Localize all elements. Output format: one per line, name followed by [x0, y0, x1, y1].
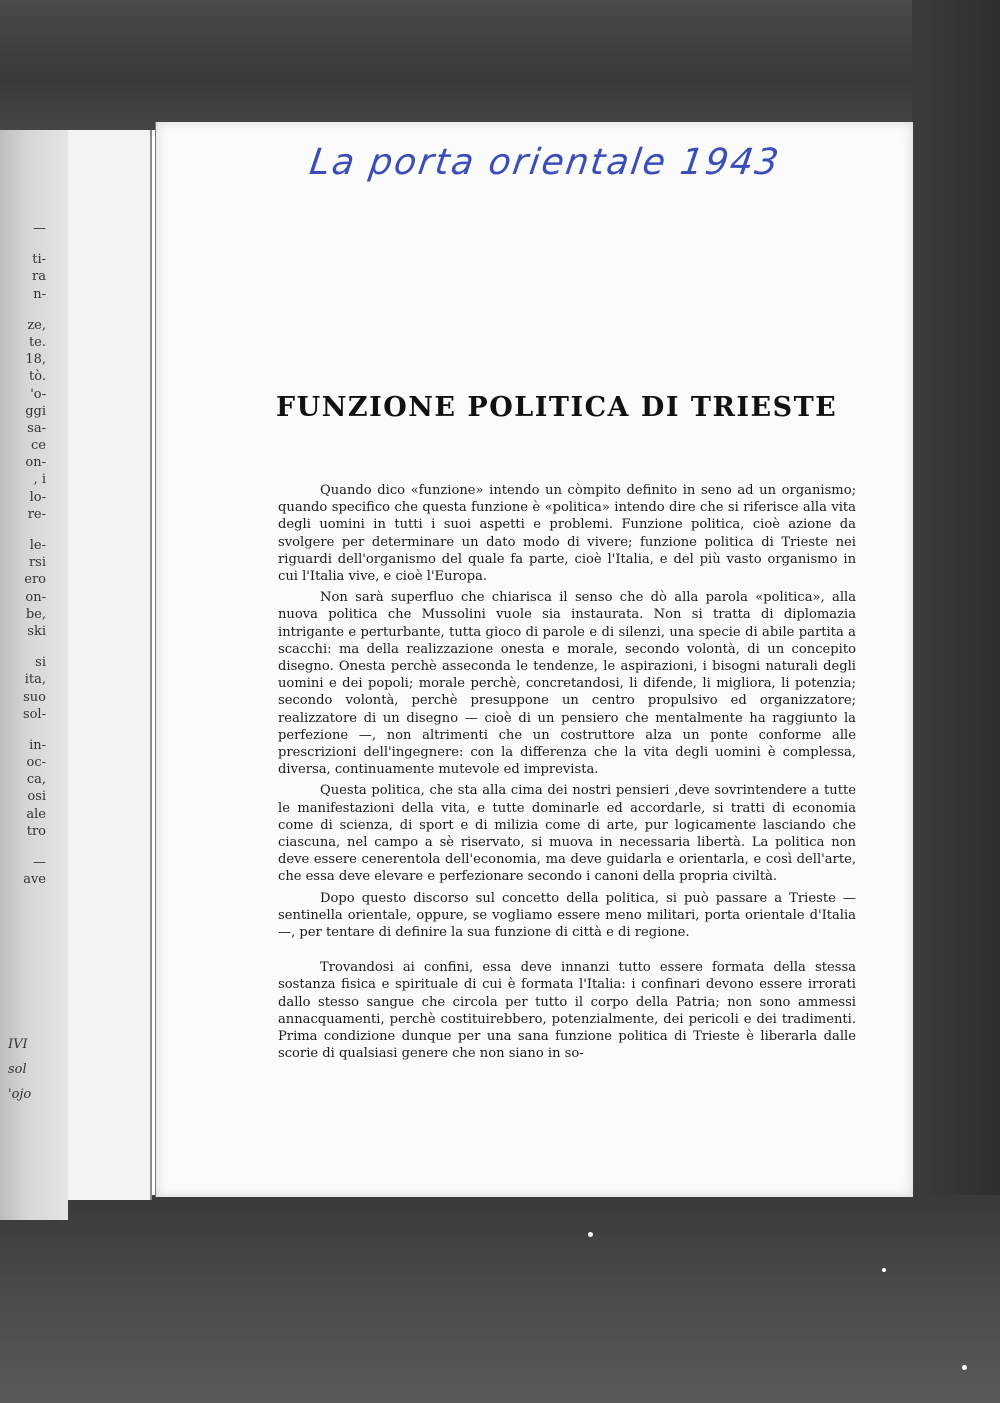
- previous-page-fragment: , i: [33, 472, 46, 488]
- previous-page-fragment: ze,: [27, 317, 46, 333]
- previous-page-fragment: —: [33, 855, 46, 870]
- previous-page-fragment: n-: [33, 286, 46, 302]
- previous-page-fragment: te.: [28, 334, 46, 350]
- previous-page-fragment: si: [35, 655, 46, 671]
- fragment-gap: [0, 723, 46, 737]
- previous-page-fragment: —: [33, 221, 46, 236]
- previous-page-fragment: ero: [24, 572, 46, 588]
- previous-page-fragment: rsi: [28, 555, 46, 571]
- previous-page-fragment: lo-: [29, 489, 46, 505]
- previous-page-fragment: suo: [23, 689, 46, 705]
- previous-page-fragment: on-: [25, 455, 46, 471]
- previous-page-fragment: be,: [25, 606, 46, 622]
- scan-speck: [588, 1232, 593, 1237]
- previous-page-fragment: osi: [27, 789, 46, 805]
- previous-page-fragment: ti-: [32, 252, 46, 268]
- previous-page-fragment: ce: [31, 438, 46, 454]
- paragraph-3: Questa politica, che sta alla cima dei nostri pensieri ,deve sovrintendere a tutte le manifestazioni della vita, e tutte dominarle ed accordarle, si tratti di economia come di scienza, di sport e di milizia come di arte, pur logicamente lasciando che ciascuna, nel campo a sè riservato, si muova in necessaria libertà. La politica non deve essere cenerentola dell'economia, ma deve guidarla e orientarla, e così dell'arte, che essa deve elevare e perfezionare secondo i canoni della propria civiltà.: [278, 783, 856, 885]
- paragraph-4: Dopo questo discorso sul concetto della politica, si può passare a Trieste — sentinella orientale, oppure, se vogliamo essere meno militari, porta orientale d'Italia —, per tentare di definire la sua funzione di città e di regione.: [278, 890, 856, 941]
- scan-background-right: [912, 0, 1000, 1403]
- previous-page-footer-line: 'ojo: [8, 1087, 32, 1102]
- previous-page-fragment: tro: [26, 823, 46, 839]
- previous-page-fragment: 18,: [25, 352, 46, 368]
- previous-page-fragment: sol-: [22, 706, 46, 722]
- previous-page-fragment: ggi: [25, 403, 46, 419]
- previous-page-fragment: ca,: [26, 772, 46, 788]
- previous-page-text-column: [0, 220, 46, 888]
- paragraph-2: Non sarà superfluo che chiarisca il senso che dò alla parola «politica», alla nuova politica che Mussolini vuole sia instaurata. Non si tratta di diplomazia intrigante e perturbante, tutta gioco di parole e di silenzi, una specie di abile partita a scacchi: ma della realizzazione onesta e morale, secondo volontà, di un concepito disegno. Onesta perchè asseconda le tendenze, le aspirazioni, i bisogni naturali degli uomini e dei popoli; morale perchè, concretandosi, li difende, li migliora, li potenzia; secondo volontà, perchè presuppone un centro propulsivo ed organizzatore; realizzatore di un disegno — cioè di un pensiero che mentalmente ha raggiunto la perfezione —, non altrimenti che un costruttore alza un ponte conforme alle prescrizioni dell'ingegnere: con la differenza che la vita degli uomini è complessa, diversa, continuamente mutevole ed imprevista.: [278, 590, 856, 778]
- scan-speck: [962, 1365, 967, 1370]
- previous-page-fragment: oc-: [26, 755, 46, 771]
- previous-page-fragment: ra: [32, 269, 46, 285]
- scan-background-bottom: [0, 1195, 1000, 1403]
- fragment-gap: [0, 237, 46, 251]
- previous-page-footer: [8, 1032, 48, 1107]
- previous-page-fragment: sa-: [27, 420, 46, 436]
- previous-page-fragment: ale: [26, 806, 46, 822]
- previous-page-fragment: in-: [29, 737, 46, 753]
- previous-page-fragment: ski: [27, 623, 46, 639]
- fragment-gap: [0, 523, 46, 537]
- previous-page-fragment: tò.: [29, 369, 46, 385]
- previous-page-fragment: ita,: [24, 672, 46, 688]
- fragment-gap: [0, 303, 46, 317]
- previous-page-footer-line: IVI: [8, 1037, 28, 1052]
- fragment-gap: [0, 640, 46, 654]
- previous-page-fragment: le-: [29, 538, 46, 553]
- article-body: [278, 482, 856, 1067]
- previous-page-fragment: re-: [27, 506, 46, 522]
- previous-page-footer-line: sol: [8, 1062, 27, 1077]
- previous-page-fragment: ave: [23, 872, 46, 888]
- paragraph-1: Quando dico «funzione» intendo un còmpito definito in seno ad un organismo; quando specifico che questa funzione è «politica» intendo dire che si riferisce alla vita degli uomini in tutti i suoi aspetti e problemi. Funzione politica, cioè azione da svolgere per determinare un dato modo di vivere; funzione politica di Trieste nei riguardi dell'organismo del quale fa parte, cioè l'Italia, e del più vasto organismo in cui l'Italia vive, e cioè l'Europa.: [278, 483, 856, 585]
- paragraph-5: Trovandosi ai confini, essa deve innanzi tutto essere formata della stessa sostanza fisica e spirituale di cui è formata l'Italia: i confinari devono essere irrorati dallo stesso sangue che circola per tutto il corpo della Patria; non sono ammessi annacquamenti, perchè costituirebbero, potenzialmente, dei pericoli e dei tradimenti. Prima condizione dunque per una sana funzione politica di Trieste è liberarla dalle scorie di qualsiasi genere che non siano in so-: [278, 960, 856, 1062]
- scan-background-top: [0, 0, 1000, 130]
- previous-page-fragment: on-: [25, 589, 46, 605]
- handwritten-note: La porta orientale 1943: [307, 142, 783, 183]
- fragment-gap: [0, 840, 46, 854]
- previous-page-fragment: 'o-: [30, 386, 46, 402]
- scan-speck: [882, 1268, 886, 1272]
- article-title: FUNZIONE POLITICA DI TRIESTE: [276, 392, 838, 423]
